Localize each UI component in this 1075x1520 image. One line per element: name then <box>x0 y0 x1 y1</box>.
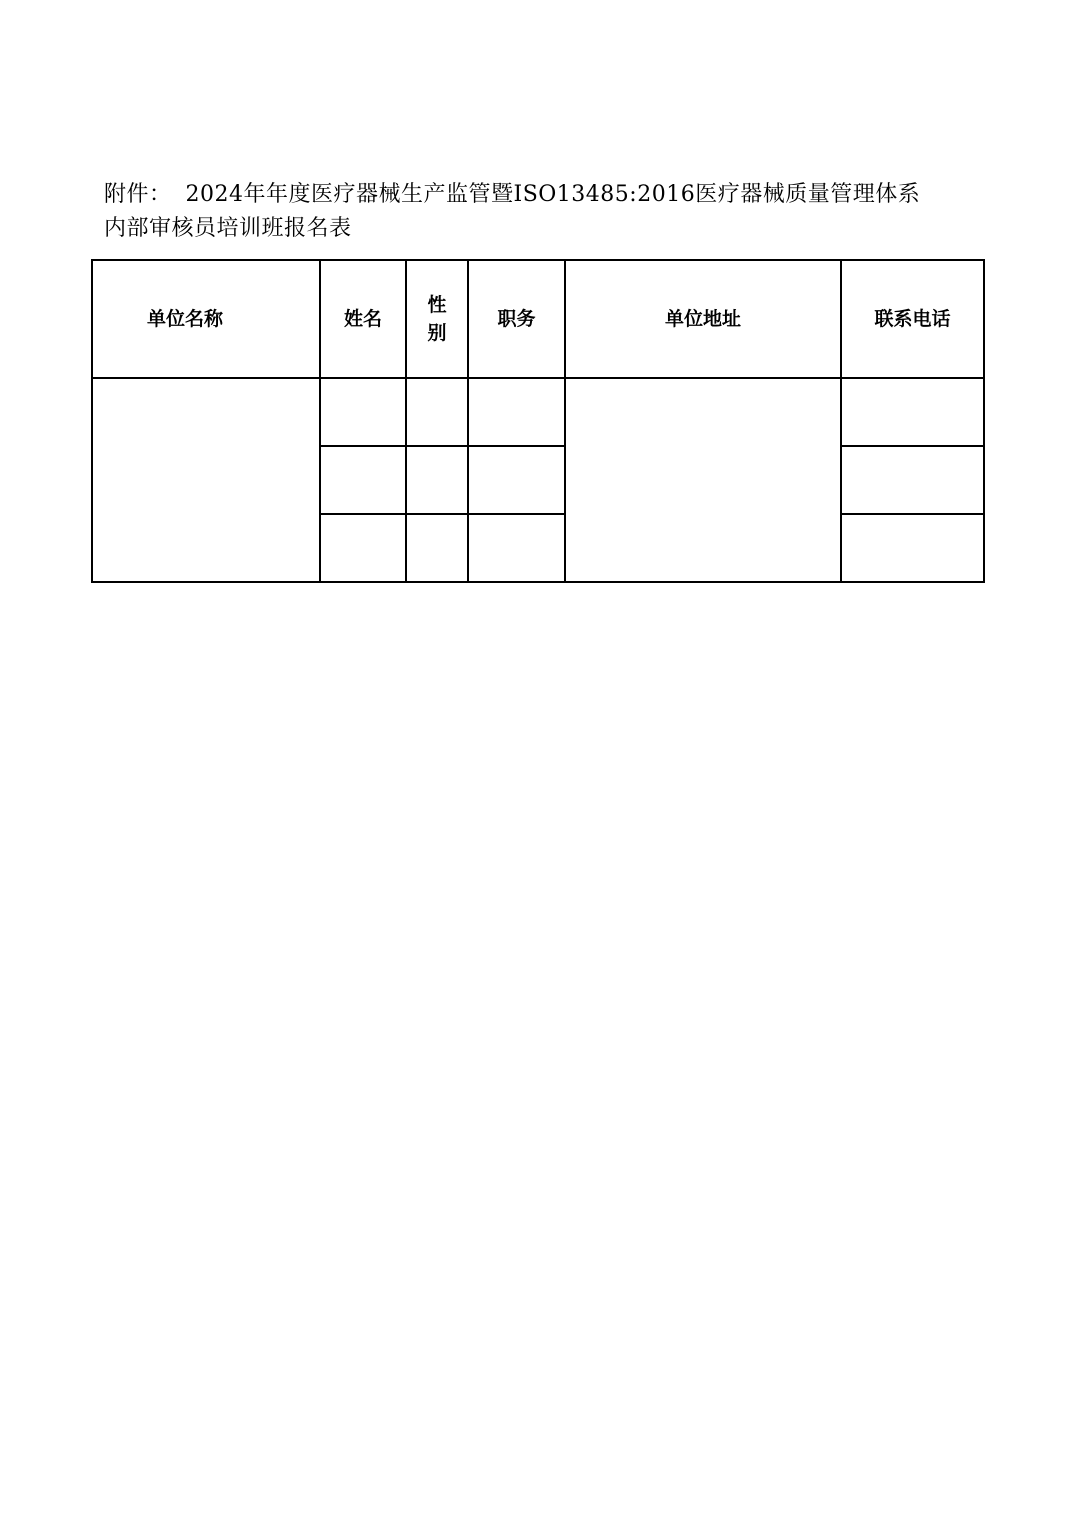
title-line-1: 2024年年度医疗器械生产监管暨ISO13485:2016医疗器械质量管理体系 <box>185 182 921 207</box>
phone-cell[interactable] <box>841 514 984 582</box>
header-unit-address: 单位地址 <box>565 260 841 378</box>
attachment-label: 附件： <box>104 182 172 207</box>
unit-address-cell[interactable] <box>565 378 841 582</box>
gender-cell[interactable] <box>406 446 468 514</box>
table-row <box>92 378 984 446</box>
position-cell[interactable] <box>468 514 565 582</box>
phone-cell[interactable] <box>841 378 984 446</box>
title-line-2: 内部审核员培训班报名表 <box>104 216 352 241</box>
document-title <box>104 178 994 246</box>
name-cell[interactable] <box>320 378 406 446</box>
phone-cell[interactable] <box>841 446 984 514</box>
header-row <box>92 260 984 378</box>
gender-cell[interactable] <box>406 514 468 582</box>
gender-cell[interactable] <box>406 378 468 446</box>
name-cell[interactable] <box>320 514 406 582</box>
unit-name-cell[interactable] <box>92 378 320 582</box>
position-cell[interactable] <box>468 446 565 514</box>
name-cell[interactable] <box>320 446 406 514</box>
position-cell[interactable] <box>468 378 565 446</box>
header-gender-label: 性别 <box>427 294 447 344</box>
header-gender <box>406 260 468 378</box>
header-unit-name: 单位名称 <box>92 260 320 378</box>
header-position: 职务 <box>468 260 565 378</box>
header-name: 姓名 <box>320 260 406 378</box>
registration-form-table <box>91 259 985 583</box>
header-phone: 联系电话 <box>841 260 984 378</box>
